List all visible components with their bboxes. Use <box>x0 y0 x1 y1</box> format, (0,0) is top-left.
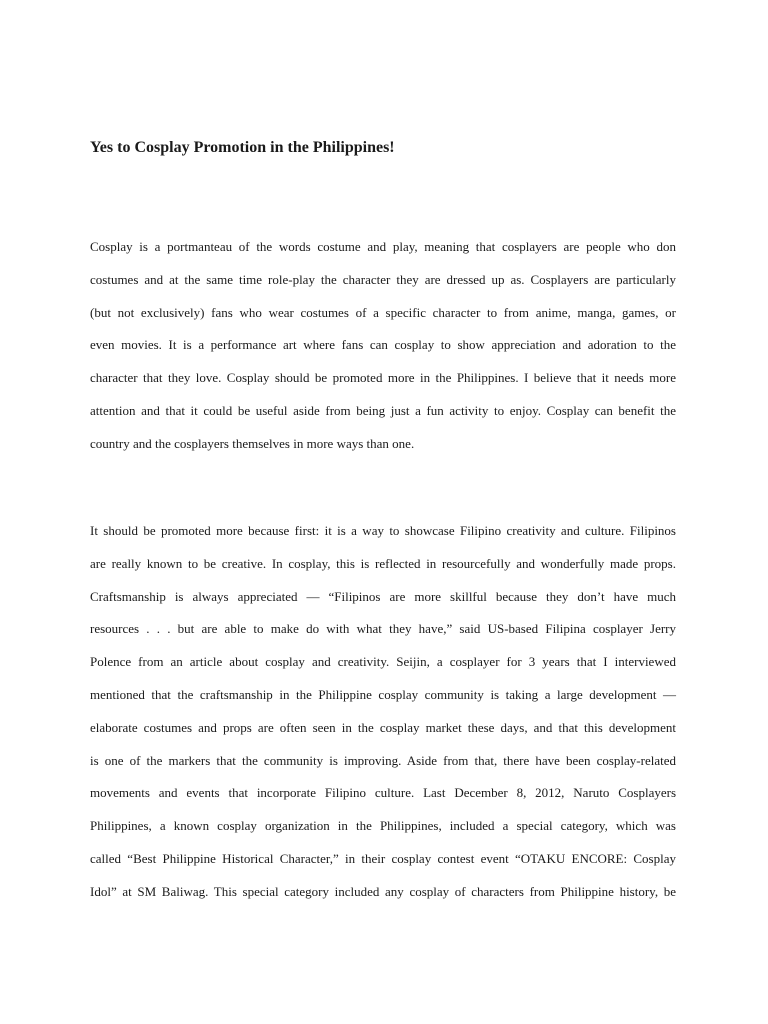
paragraph-line: is one of the markers that the community is improving. Aside from that, there have been cosplay-related <box>90 752 676 768</box>
paragraph-line: attention and that it could be useful aside from being just a fun activity to enjoy. Cosplay can benefit the <box>90 402 676 418</box>
paragraph-1 <box>90 231 676 461</box>
paragraph-line: country and the cosplayers themselves in more ways than one. <box>90 435 415 451</box>
paragraph-line: It should be promoted more because first: it is a way to showcase Filipino creativity and culture. Filipinos <box>90 523 676 538</box>
paragraph-line: character that they love. Cosplay should be promoted more in the Philippines. I believe that it needs more <box>90 370 676 386</box>
paragraph-2 <box>90 515 676 909</box>
paragraph-line: Polence from an article about cosplay and creativity. Seijin, a cosplayer for 3 years that I interviewed <box>90 654 676 670</box>
paragraph-line: are really known to be creative. In cosplay, this is reflected in resourcefully and wonderfully made props. <box>90 555 676 571</box>
paragraph-line: even movies. It is a performance art where fans can cosplay to show appreciation and adoration to the <box>90 337 676 353</box>
paragraph-line: elaborate costumes and props are often seen in the cosplay market these days, and that this development <box>90 719 676 735</box>
paragraph-line: Idol” at SM Baliwag. This special category included any cosplay of characters from Philippine history, be <box>90 883 676 899</box>
paragraph-line: Craftsmanship is always appreciated — “Filipinos are more skillful because they don’t have much <box>90 588 676 604</box>
document-title: Yes to Cosplay Promotion in the Philippines! <box>90 139 395 156</box>
paragraph-line: (but not exclusively) fans who wear costumes of a specific character to from anime, manga, games, or <box>90 304 676 320</box>
paragraph-line: movements and events that incorporate Filipino culture. Last December 8, 2012, Naruto Cosplayers <box>90 785 676 801</box>
paragraph-line: called “Best Philippine Historical Character,” in their cosplay contest event “OTAKU ENCORE: Cosplay <box>90 850 676 866</box>
paragraph-line: resources . . . but are able to make do with what they have,” said US-based Filipina cosplayer Jerry <box>90 621 676 637</box>
paragraph-line: Cosplay is a portmanteau of the words costume and play, meaning that cosplayers are people who don <box>90 239 676 254</box>
paragraph-line: costumes and at the same time role-play the character they are dressed up as. Cosplayers are particularly <box>90 271 676 287</box>
paragraph-line: mentioned that the craftsmanship in the Philippine cosplay community is taking a large development — <box>90 686 676 702</box>
paragraph-line: Philippines, a known cosplay organization in the Philippines, included a special category, which was <box>90 818 676 834</box>
